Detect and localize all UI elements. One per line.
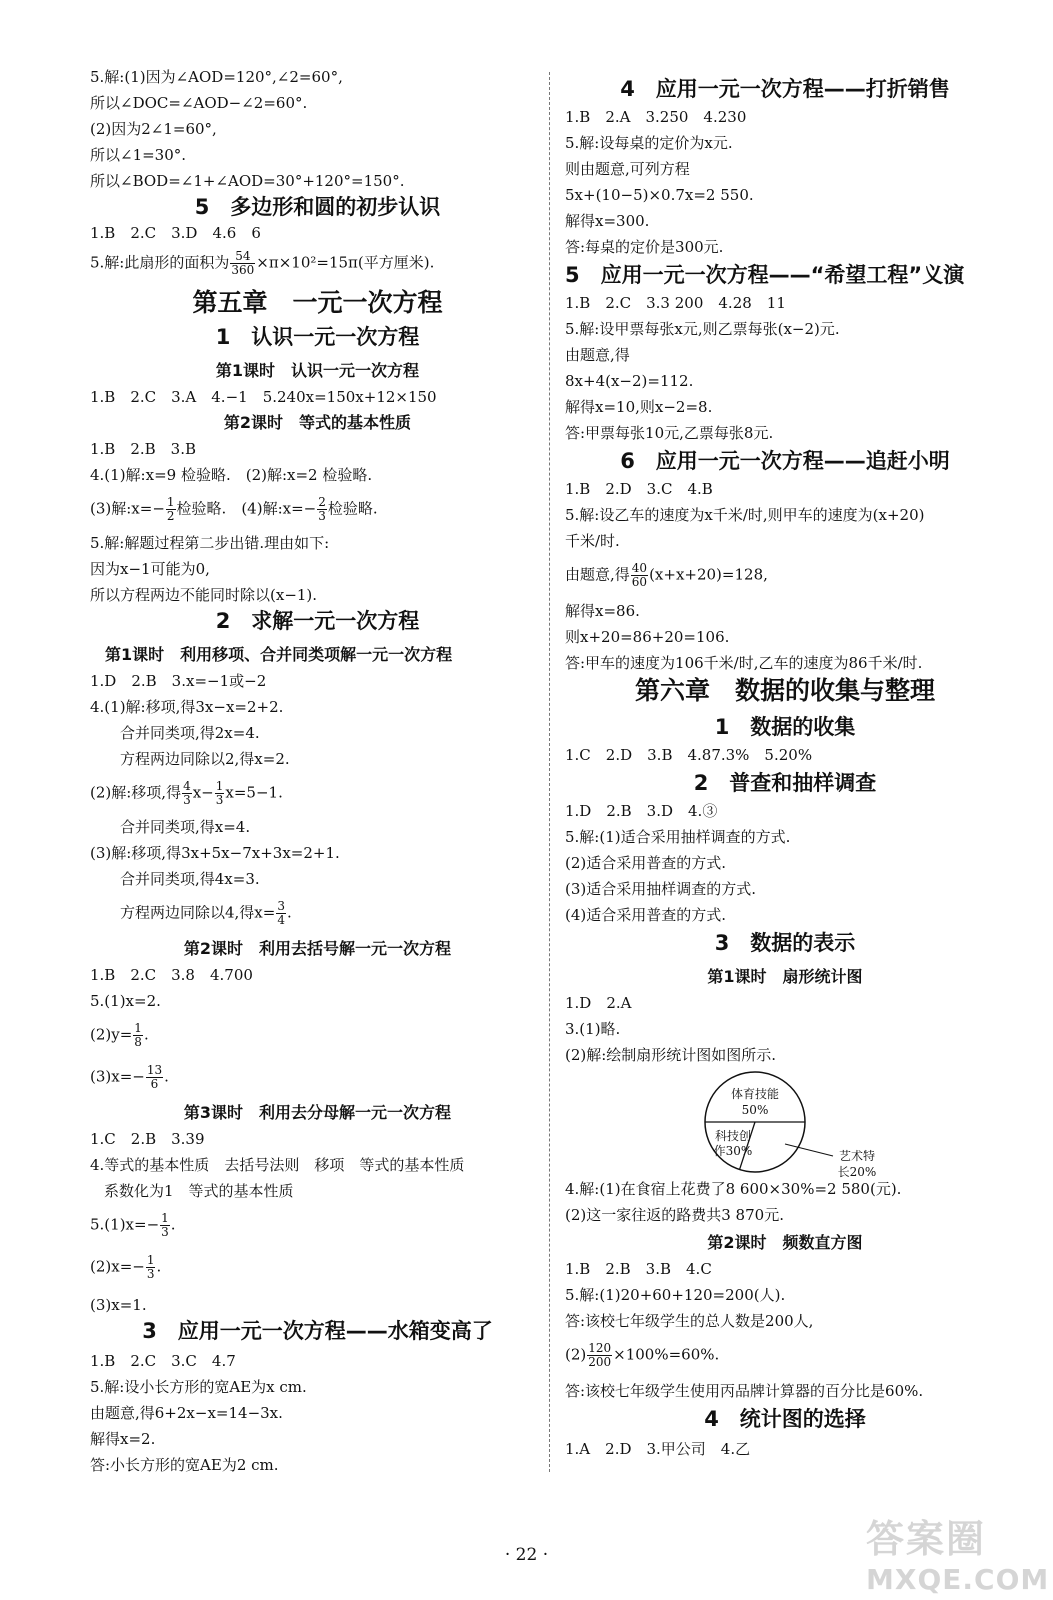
answer-line: 1.D 2.A	[565, 994, 632, 1012]
text-line: 所以∠DOC=∠AOD−∠2=60°.	[90, 94, 308, 112]
text-line: (2)适合采用普查的方式.	[565, 854, 727, 872]
pie-label-art: 艺术特	[838, 1149, 876, 1163]
fraction: $\frac{120}{200}$	[588, 1341, 612, 1369]
text-line: 解得x=300.	[565, 212, 650, 230]
text-line: 5.解:设小长方形的宽AE为x cm.	[90, 1378, 307, 1396]
fraction: $\frac{1}{3}$	[146, 1253, 155, 1281]
pie-label-sports-pct: 50%	[741, 1103, 769, 1117]
text-line: 5.解:设每桌的定价为x元.	[565, 134, 733, 152]
page-number: · 22 ·	[504, 1545, 549, 1565]
text-line: (3)解:移项,得3x+5x−7x+3x=2+1.	[90, 844, 340, 862]
text-line: 答:小长方形的宽AE为2 cm.	[90, 1456, 279, 1474]
text-line: (3)适合采用抽样调查的方式.	[565, 880, 757, 898]
text-line: 5.解:(1)适合采用抽样调查的方式.	[565, 828, 791, 846]
text-line: (2) $\frac{120}{200}$ ×100%=60%.	[565, 1341, 720, 1369]
text-line: 5.(1)x=− $\frac{1}{3}$ .	[90, 1211, 176, 1239]
answer-line: 1.B 2.C 3.3 200 4.28 11	[565, 294, 786, 312]
column-divider	[549, 72, 550, 1472]
pie-label-tech-pct: 作30%	[713, 1144, 753, 1158]
fraction: $\frac{2}{3}$	[318, 495, 326, 523]
text-line: 合并同类项,得x=4.	[120, 818, 251, 836]
text-line: 合并同类项,得4x=3.	[120, 870, 260, 888]
answer-line: 1.D 2.B 3.D 4.③	[565, 802, 718, 820]
answer-line: 1.B 2.A 3.250 4.230	[565, 108, 747, 126]
section-title: 4 应用一元一次方程——打折销售	[620, 77, 950, 101]
fraction: $\frac{1}{8}$	[134, 1021, 142, 1049]
text-line: 所以∠1=30°.	[90, 146, 187, 164]
section-title: 1 认识一元一次方程	[215, 325, 420, 349]
text-line: (2)因为2∠1=60°,	[90, 120, 217, 138]
answer-line: 1.C 2.D 3.B 4.87.3% 5.20%	[565, 746, 813, 764]
text-line: 4.(1)解:x=9 检验略. (2)解:x=2 检验略.	[90, 466, 373, 484]
text-line: 则x+20=86+20=106.	[565, 628, 730, 646]
text-line: 5.解:此扇形的面积为 $\frac{54}{360}$ ×π×10²=15π(平方厘米).	[90, 249, 435, 277]
text-line: 答:甲车的速度为106千米/时,乙车的速度为86千米/时.	[565, 654, 923, 672]
text-line: 答:甲票每张10元,乙票每张8元.	[565, 424, 774, 442]
text-line: (3)x=− $\frac{13}{6}$ .	[90, 1063, 169, 1091]
text-line: 3.(1)略.	[565, 1020, 621, 1038]
answer-line: 1.C 2.B 3.39	[90, 1130, 205, 1148]
chapter-title: 第六章 数据的收集与整理	[634, 676, 935, 705]
text-line: (3)x=1.	[90, 1296, 147, 1314]
text-line: 解得x=2.	[90, 1430, 156, 1448]
fraction: $\frac{40}{60}$	[631, 561, 648, 589]
chapter-title: 第五章 一元一次方程	[192, 288, 443, 317]
answer-line: 1.B 2.B 3.B 4.C	[565, 1260, 712, 1278]
text-line: 则由题意,可列方程	[565, 160, 690, 178]
lesson-title: 第2课时 频数直方图	[707, 1233, 863, 1252]
pie-label-sports: 体育技能	[730, 1087, 780, 1101]
pie-label-tech: 科技创	[714, 1129, 752, 1143]
text-line: (2)解:移项,得 $\frac{4}{3}$ x− $\frac{1}{3}$ x=5−1.	[90, 779, 283, 807]
section-title: 4 统计图的选择	[704, 1407, 866, 1431]
text-line: (2)解:绘制扇形统计图如图所示.	[565, 1046, 777, 1064]
answer-line: 1.D 2.B 3.x=−1或−2	[90, 672, 267, 690]
text-line: 解得x=10,则x−2=8.	[565, 398, 713, 416]
text-line: (2)x=− $\frac{1}{3}$ .	[90, 1253, 162, 1281]
text-line: 4.等式的基本性质 去括号法则 移项 等式的基本性质	[90, 1156, 465, 1174]
lesson-title: 第2课时 利用去括号解一元一次方程	[183, 939, 452, 958]
lesson-title: 第1课时 认识一元一次方程	[215, 361, 420, 380]
answer-line: 1.B 2.C 3.D 4.6 6	[90, 224, 261, 242]
text-line: 5.(1)x=2.	[90, 992, 161, 1010]
answer-line: 1.B 2.D 3.C 4.B	[565, 480, 713, 498]
text-line: 因为x−1可能为0,	[90, 560, 210, 578]
text-line: 由题意,得6+2x−x=14−3x.	[90, 1404, 283, 1422]
text-line: (3)解:x=− $\frac{1}{2}$ 检验略. (4)解:x=− $\frac{2}{3}$ 检验略.	[90, 495, 378, 523]
section-title: 2 普查和抽样调查	[693, 771, 877, 795]
section-title: 5 多边形和圆的初步认识	[194, 195, 441, 219]
text-line: 千米/时.	[565, 532, 620, 550]
answer-line: 1.B 2.B 3.B	[90, 440, 197, 458]
text-line: 5.解:(1)20+60+120=200(人).	[565, 1286, 786, 1304]
text-line: 5.解:设甲票每张x元,则乙票每张(x−2)元.	[565, 320, 840, 338]
watermark-top: 答案圈	[866, 1517, 987, 1561]
section-title: 5 应用一元一次方程——“希望工程”义演	[565, 263, 965, 287]
text-line: 5.解:设乙车的速度为x千米/时,则甲车的速度为(x+20)	[565, 506, 925, 524]
section-title: 3 数据的表示	[714, 931, 856, 955]
pie-label-art-pct: 长20%	[837, 1165, 877, 1179]
lesson-title: 第3课时 利用去分母解一元一次方程	[183, 1103, 452, 1122]
answer-line: 1.B 2.C 3.8 4.700	[90, 966, 253, 984]
text-line: 解得x=86.	[565, 602, 640, 620]
fraction: $\frac{1}{3}$	[161, 1211, 169, 1239]
text-line: 5x+(10−5)×0.7x=2 550.	[565, 186, 754, 204]
text-line: 方程两边同除以4,得x= $\frac{3}{4}$ .	[120, 899, 292, 927]
text-line: 4.解:(1)在食宿上花费了8 600×30%=2 580(元).	[565, 1180, 902, 1198]
text-line: (2)y= $\frac{1}{8}$ .	[90, 1021, 149, 1049]
text-line: 4.(1)解:移项,得3x−x=2+2.	[90, 698, 284, 716]
section-title: 3 应用一元一次方程——水箱变高了	[142, 1319, 493, 1343]
pie-leader-line	[785, 1144, 833, 1156]
watermark-bottom: MXQE.COM	[866, 1563, 1050, 1596]
text-line: 系数化为1 等式的基本性质	[104, 1182, 294, 1200]
answer-line: 1.B 2.C 3.C 4.7	[90, 1352, 236, 1370]
fraction: $\frac{1}{3}$	[215, 779, 224, 807]
text-line: 答:该校七年级学生使用丙品牌计算器的百分比是60%.	[565, 1382, 924, 1400]
fraction: $\frac{4}{3}$	[183, 779, 191, 807]
text-line: 答:每桌的定价是300元.	[565, 238, 724, 256]
watermark-logo	[866, 1508, 1050, 1596]
lesson-title: 第1课时 利用移项、合并同类项解一元一次方程	[105, 645, 453, 664]
text-line: 方程两边同除以2,得x=2.	[120, 750, 290, 768]
fraction: $\frac{1}{2}$	[166, 495, 175, 523]
text-line: 由题意,得	[565, 346, 630, 364]
text-line: 所以方程两边不能同时除以(x−1).	[90, 586, 318, 604]
fraction: $\frac{13}{6}$	[146, 1063, 163, 1091]
text-line: 所以∠BOD=∠1+∠AOD=30°+120°=150°.	[90, 172, 405, 190]
section-title: 6 应用一元一次方程——追赶小明	[620, 449, 950, 473]
fraction: $\frac{3}{4}$	[277, 899, 285, 927]
text-line: 由题意,得 $\frac{40}{60}$ (x+x+20)=128,	[565, 561, 768, 589]
text-line: (4)适合采用普查的方式.	[565, 906, 727, 924]
text-line: 合并同类项,得2x=4.	[120, 724, 260, 742]
lesson-title: 第2课时 等式的基本性质	[223, 413, 412, 432]
section-title: 2 求解一元一次方程	[215, 609, 420, 633]
text-line: 答:该校七年级学生的总人数是200人,	[565, 1312, 814, 1330]
text-line: 5.解:(1)因为∠AOD=120°,∠2=60°,	[90, 68, 343, 86]
pie-chart	[565, 60, 1005, 1560]
fraction: $\frac{54}{360}$	[231, 249, 255, 277]
text-line: 5.解:解题过程第二步出错.理由如下:	[90, 534, 330, 552]
text-line: (2)这一家往返的路费共3 870元.	[565, 1206, 784, 1224]
lesson-title: 第1课时 扇形统计图	[707, 967, 863, 986]
answer-line: 1.A 2.D 3.甲公司 4.乙	[565, 1440, 751, 1458]
answer-line: 1.B 2.C 3.A 4.−1 5.240x=150x+12×150	[90, 388, 437, 406]
section-title: 1 数据的收集	[714, 715, 856, 739]
text-line: 8x+4(x−2)=112.	[565, 372, 694, 390]
